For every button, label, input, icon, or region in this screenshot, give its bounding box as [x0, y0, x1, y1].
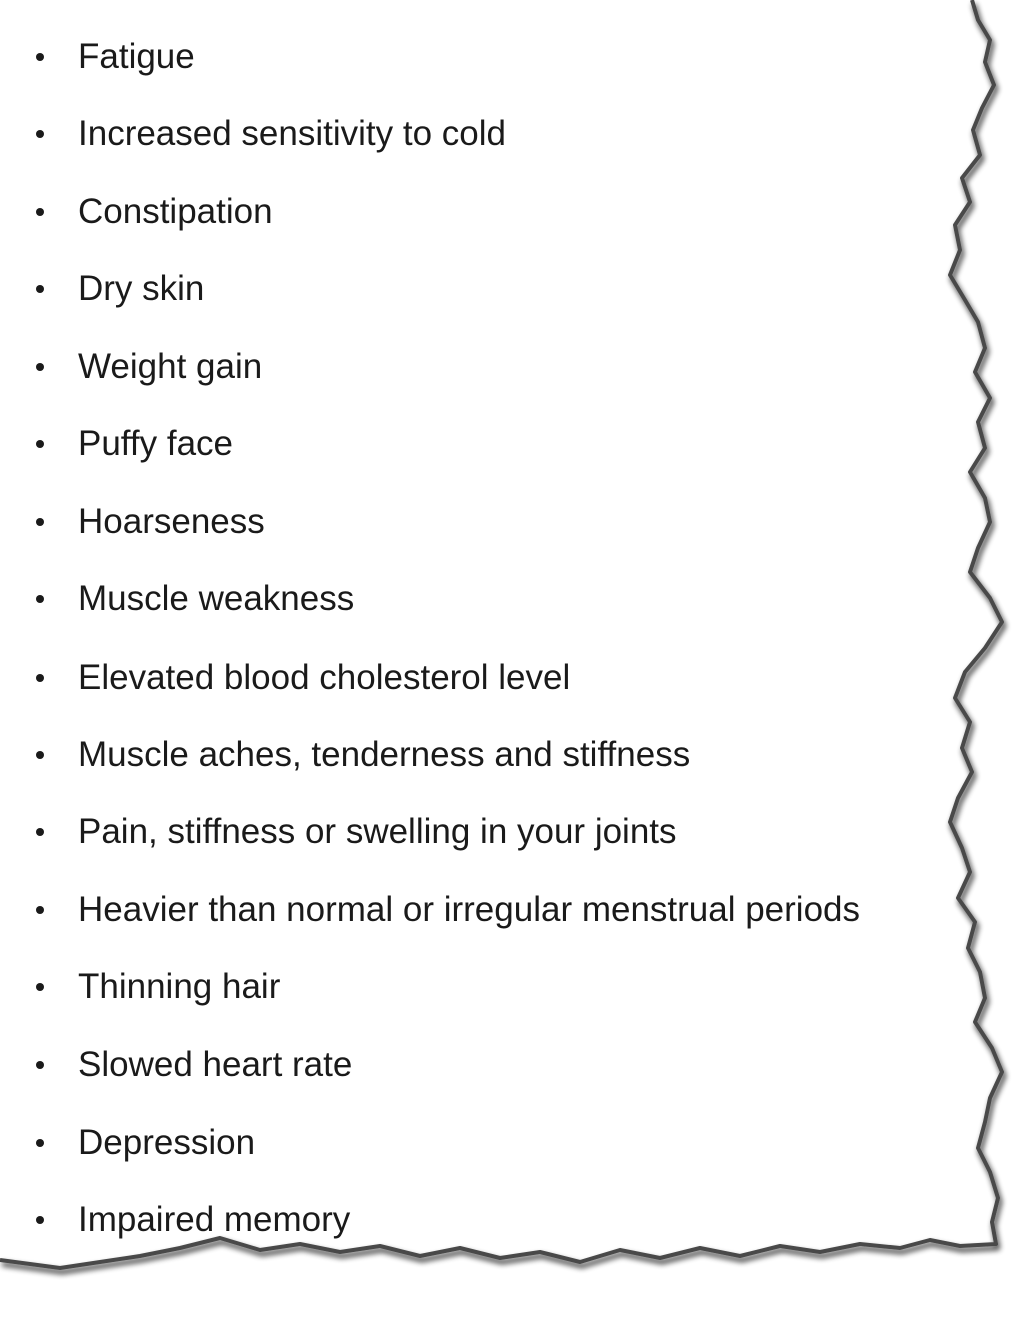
list-item-text: Impaired memory: [78, 1200, 351, 1239]
list-item-text: Thinning hair: [78, 967, 281, 1006]
list-item-text: Muscle weakness: [78, 579, 355, 618]
list-item-text: Weight gain: [78, 347, 263, 386]
list-item-text: Constipation: [78, 192, 273, 231]
list-item-text: Pain, stiffness or swelling in your joints: [78, 812, 677, 851]
list-item-text: Hoarseness: [78, 502, 265, 541]
list-item-text: Heavier than normal or irregular menstrual periods: [78, 890, 861, 929]
list-item-text: Depression: [78, 1123, 256, 1162]
list-item-text: Muscle aches, tenderness and stiffness: [78, 735, 691, 774]
list-item-text: Slowed heart rate: [78, 1045, 353, 1084]
list-item-text: Puffy face: [78, 424, 234, 463]
list-item-text: Increased sensitivity to cold: [78, 114, 506, 153]
list-item-text: Elevated blood cholesterol level: [78, 658, 571, 697]
list-item-text: Fatigue: [78, 37, 195, 76]
list-item-text: Dry skin: [78, 269, 205, 308]
